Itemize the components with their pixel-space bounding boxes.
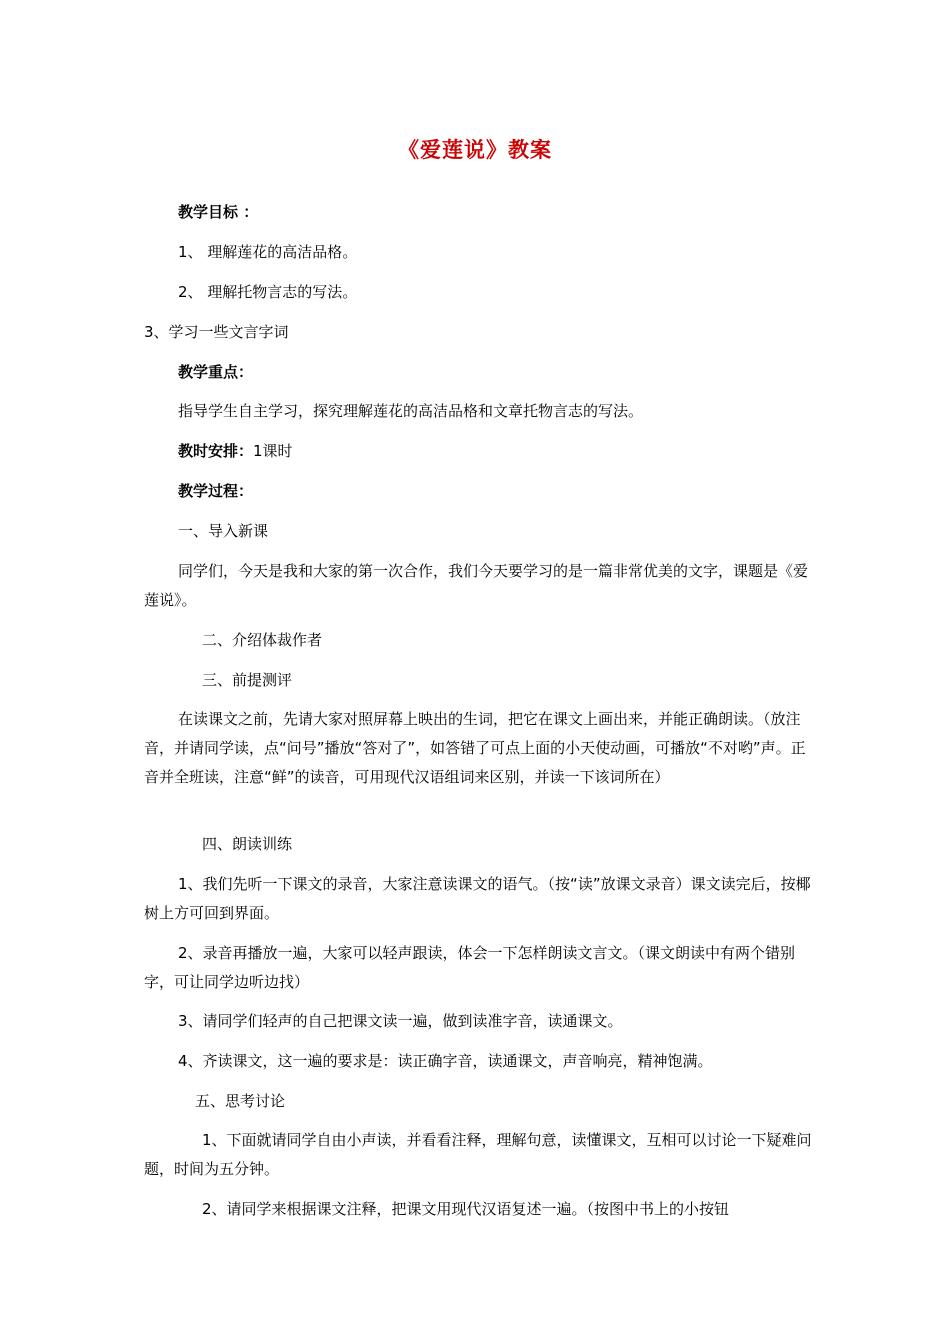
objective-1: 1、 理解莲花的高洁品格。	[178, 243, 358, 261]
focus-text: 指导学生自主学习，探究理解莲花的高洁品格和文章托物言志的写法。	[178, 402, 644, 420]
schedule-value: 1课时	[253, 442, 293, 460]
process-heading: 教学过程：	[178, 482, 254, 500]
section-5-heading: 五、思考讨论	[195, 1092, 286, 1110]
reading-item-2: 2、录音再播放一遍，大家可以轻声跟读，体会一下怎样朗读文言文。（课文朗读中有两个错别字，可让同学边听边找）	[144, 944, 796, 991]
section-3-paragraph: 在读课文之前，先请大家对照屏幕上映出的生词，把它在课文上画出来，并能正确朗读。（放注音，并请同学读，点“问号”播放“答对了”，如答错了可点上面的小天使动画，可播放“不对哟”声。正音并全班读，注意“鲜”的读音，可用现代汉语组词来区别，并读一下该词所在）	[144, 710, 806, 786]
focus-heading: 教学重点：	[178, 363, 254, 381]
objective-2: 2、 理解托物言志的写法。	[178, 283, 358, 301]
discuss-item-2: 2、请同学来根据课文注释，把课文用现代汉语复述一遍。（按图中书上的小按钮	[202, 1200, 730, 1218]
schedule-line	[178, 437, 293, 466]
reading-item-4: 4、齐读课文，这一遍的要求是：读正确字音，读通课文，声音响亮，精神饱满。	[178, 1052, 713, 1070]
section-1-heading: 一、导入新课	[178, 522, 269, 540]
document-title: 《爱莲说》教案	[398, 138, 552, 162]
section-2-heading: 二、介绍体裁作者	[202, 631, 323, 649]
discuss-item-1: 1、下面就请同学自由小声读，并看看注释，理解句意，读懂课文，互相可以讨论一下疑难问题，时间为五分钟。	[144, 1131, 812, 1178]
reading-item-1: 1、我们先听一下课文的录音，大家注意读课文的语气。（按“读”放课文录音）课文读完后，按椰树上方可回到界面。	[144, 875, 811, 922]
objective-3: 3、学习一些文言字词	[144, 323, 289, 341]
section-3-heading: 三、前提测评	[202, 671, 293, 689]
schedule-label: 教时安排：	[178, 442, 254, 460]
objectives-heading: 教学目标 ：	[178, 203, 259, 221]
reading-item-3: 3、请同学们轻声的自己把课文读一遍，做到读准字音，读通课文。	[178, 1012, 623, 1030]
section-1-paragraph: 同学们，今天是我和大家的第一次合作，我们今天要学习的是一篇非常优美的文字，课题是《爱莲说》。	[144, 562, 809, 609]
section-4-heading: 四、朗读训练	[202, 835, 293, 853]
